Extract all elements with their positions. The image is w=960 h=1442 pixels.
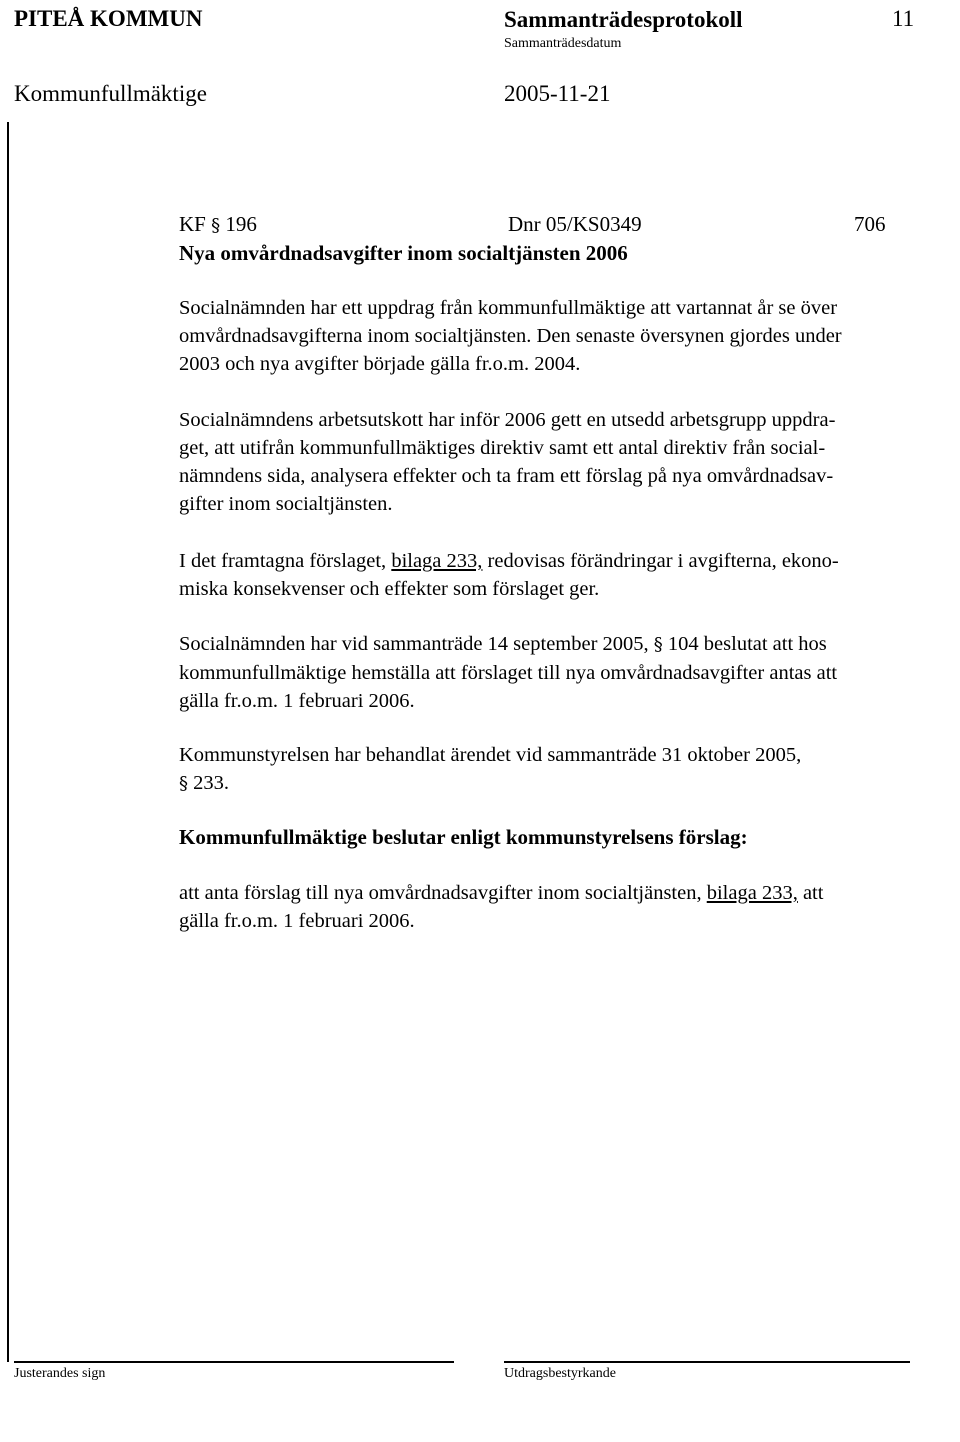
text-line	[179, 769, 955, 798]
text-fragment: att	[797, 882, 824, 904]
left-margin-rule	[7, 122, 9, 1362]
decision-heading: Kommunfullmäktige beslutar enligt kommunstyrelsens förslag:	[179, 825, 748, 849]
paragraph-4	[179, 630, 955, 715]
footer-rule-right	[504, 1361, 910, 1363]
body-name: Kommunfullmäktige	[14, 81, 207, 106]
text-line: nämndens sida, analysera effekter och ta fram ett förslag på nya omvårdnadsav-	[179, 465, 834, 487]
text-fragment: 233.	[188, 772, 229, 794]
text-line: gälla fr.o.m. 1 februari 2006.	[179, 910, 415, 932]
section-symbol: §	[211, 215, 221, 236]
text-line: Socialnämnden har ett uppdrag från kommunfullmäktige att vartannat år se över	[179, 297, 838, 319]
text-line: Kommunstyrelsen har behandlat ärendet vid sammanträde 31 oktober 2005,	[179, 744, 802, 766]
meeting-date: 2005-11-21	[504, 81, 611, 106]
text-line: Socialnämndens arbetsutskott har inför 2006 gett en utsedd arbetsgrupp uppdra-	[179, 409, 836, 431]
document-type: Sammanträdesprotokoll	[504, 7, 743, 32]
paragraph-2	[179, 406, 955, 518]
text-fragment: redovisas förändringar i avgifterna, ekono-	[482, 550, 839, 572]
item-reference	[179, 211, 257, 239]
section-symbol: §	[653, 634, 663, 655]
footer-signature-label: Justerandes sign	[14, 1366, 106, 1381]
text-line	[179, 547, 955, 575]
paragraph-5	[179, 741, 955, 798]
decision-text	[179, 879, 955, 935]
text-fragment: att anta förslag till nya omvårdnadsavgifter inom socialtjänsten,	[179, 882, 707, 904]
text-line: gifter inom socialtjänsten.	[179, 493, 393, 515]
text-line: get, att utifrån kommunfullmäktiges direktiv samt ett antal direktiv från social-	[179, 437, 826, 459]
text-line	[179, 630, 955, 659]
text-line: omvårdnadsavgifterna inom socialtjänsten. Den senaste översynen gjordes under	[179, 325, 842, 347]
footer-rule-left	[14, 1361, 454, 1363]
text-line: gälla fr.o.m. 1 februari 2006.	[179, 690, 415, 712]
attachment-link[interactable]: bilaga 233,	[391, 550, 483, 572]
item-ref: KF	[179, 212, 206, 236]
footer-certification-label: Utdragsbestyrkande	[504, 1366, 616, 1381]
text-fragment: 104 beslutat att hos	[662, 633, 827, 655]
section-symbol: §	[179, 773, 188, 794]
text-line: miska konsekvenser och effekter som förslaget ger.	[179, 578, 600, 600]
dnr: Dnr 05/KS0349	[508, 212, 642, 236]
item-title: Nya omvårdnadsavgifter inom socialtjänsten 2006	[179, 241, 628, 265]
item-number: 196	[225, 212, 257, 236]
page-number: 11	[892, 6, 915, 31]
attachment-link[interactable]: bilaga 233,	[706, 882, 798, 904]
text-fragment: Socialnämnden har vid sammanträde 14 september 2005,	[179, 633, 654, 655]
date-label: Sammanträdesdatum	[504, 36, 622, 51]
item-code: 706	[854, 212, 886, 236]
text-line	[179, 879, 955, 907]
text-line: 2003 och nya avgifter började gälla fr.o.m. 2004.	[179, 353, 581, 375]
paragraph-1	[179, 294, 955, 378]
text-line: kommunfullmäktige hemställa att förslaget till nya omvårdnadsavgifter antas att	[179, 662, 838, 684]
text-fragment: I det framtagna förslaget,	[179, 550, 392, 572]
municipality-name: PITEÅ KOMMUN	[14, 6, 203, 31]
paragraph-3	[179, 547, 955, 603]
